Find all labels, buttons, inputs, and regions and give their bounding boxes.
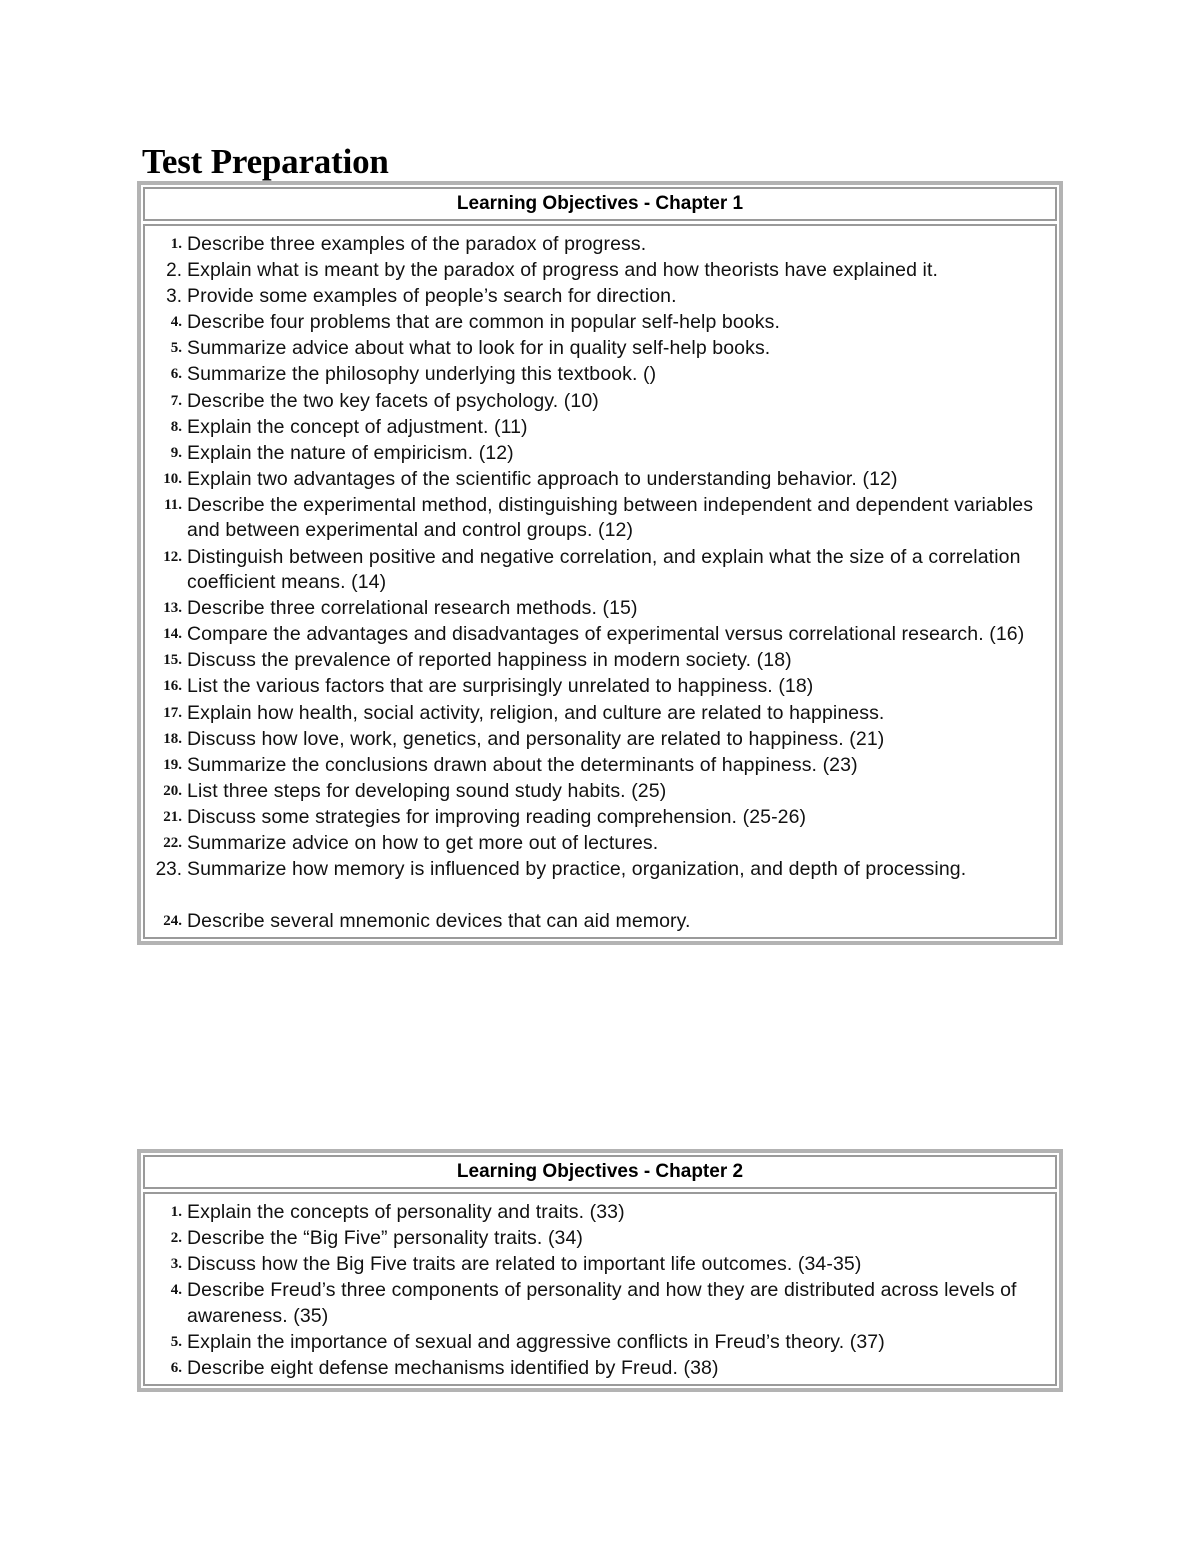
item-number: 5. xyxy=(170,340,182,357)
list-item xyxy=(155,674,1047,700)
list-item xyxy=(155,1252,1047,1278)
item-number: 1. xyxy=(170,1204,182,1220)
item-text: Describe the “Big Five” personality traits. (34) xyxy=(187,1227,584,1250)
item-number: 4. xyxy=(170,314,182,331)
learning-objectives-table-chapter-2 xyxy=(137,1149,1063,1392)
item-number: 21. xyxy=(163,808,182,825)
list-item xyxy=(155,779,1047,805)
item-number: 16. xyxy=(163,678,182,695)
item-text: Summarize the conclusions drawn about the determinants of happiness. (23) xyxy=(187,753,858,776)
list-item xyxy=(155,441,1047,467)
item-number: 12. xyxy=(163,548,182,565)
list-item xyxy=(155,805,1047,831)
list-item xyxy=(155,336,1047,362)
item-text: Explain the importance of sexual and aggressive conflicts in Freud’s theory. (37) xyxy=(187,1330,885,1353)
item-text: Summarize advice about what to look for in quality self-help books. xyxy=(187,337,771,360)
item-text: Describe the experimental method, distinguishing between independent and dependent variables and between experimental and control groups. (12) xyxy=(187,493,1034,542)
list-item xyxy=(155,831,1047,857)
list-item xyxy=(155,753,1047,779)
item-text: Describe the two key facets of psychology. (10) xyxy=(187,389,599,412)
item-number: 5. xyxy=(170,1333,182,1350)
list-item xyxy=(155,545,1047,596)
item-text: Discuss how the Big Five traits are related to important life outcomes. (34-35) xyxy=(187,1253,862,1276)
item-number: 7. xyxy=(170,392,182,409)
item-number: 4. xyxy=(170,1282,182,1299)
list-item xyxy=(155,467,1047,493)
item-text: Distinguish between positive and negative correlation, and explain what the size of a correlation coefficient means. (14) xyxy=(187,545,1021,594)
item-number: 19. xyxy=(163,756,182,773)
item-number: 14. xyxy=(163,626,182,643)
item-number: 2. xyxy=(166,260,182,282)
item-text: Summarize advice on how to get more out of lectures. xyxy=(187,831,659,854)
learning-objectives-table-chapter-1 xyxy=(137,181,1063,945)
item-number: 3. xyxy=(166,286,182,308)
list-item xyxy=(155,701,1047,727)
item-number: 20. xyxy=(163,782,182,799)
table-header: Learning Objectives - Chapter 1 xyxy=(143,187,1057,221)
table-body xyxy=(143,224,1057,939)
item-text: Describe three correlational research methods. (15) xyxy=(187,597,638,620)
item-text: Explain the nature of empiricism. (12) xyxy=(187,441,514,464)
item-text: List three steps for developing sound study habits. (25) xyxy=(187,779,667,802)
item-text: Explain how health, social activity, religion, and culture are related to happiness. xyxy=(187,701,885,724)
list-item xyxy=(155,1278,1047,1329)
list-item xyxy=(155,389,1047,415)
list-item xyxy=(155,648,1047,674)
item-number: 11. xyxy=(164,496,182,513)
item-text: List the various factors that are surprisingly unrelated to happiness. (18) xyxy=(187,675,814,698)
list-item xyxy=(155,1356,1047,1382)
item-number: 1. xyxy=(170,236,182,252)
item-number: 6. xyxy=(170,1359,182,1376)
item-text: Explain the concepts of personality and traits. (33) xyxy=(187,1201,625,1223)
list-item xyxy=(155,1226,1047,1252)
item-text: Summarize how memory is influenced by practice, organization, and depth of processing. xyxy=(187,858,967,881)
item-text: Describe several mnemonic devices that can aid memory. xyxy=(187,909,691,932)
item-text: Compare the advantages and disadvantages of experimental versus correlational research. (16) xyxy=(187,623,1025,646)
item-text: Describe four problems that are common in popular self-help books. xyxy=(187,311,780,334)
list-item xyxy=(155,284,1047,310)
item-text: Describe Freud’s three components of personality and how they are distributed across levels of awareness. (35) xyxy=(187,1279,1017,1327)
objectives-list xyxy=(155,232,1047,934)
item-text: Discuss the prevalence of reported happiness in modern society. (18) xyxy=(187,649,792,672)
item-number: 6. xyxy=(170,366,182,383)
item-number: 24. xyxy=(163,912,182,929)
list-item xyxy=(155,622,1047,648)
page-title: Test Preparation xyxy=(142,142,389,181)
list-item xyxy=(155,857,1047,883)
item-text: Describe three examples of the paradox of progress. xyxy=(187,233,647,255)
item-number: 23. xyxy=(155,859,182,881)
list-item xyxy=(155,909,1047,935)
item-number: 15. xyxy=(163,652,182,669)
item-text: Explain what is meant by the paradox of progress and how theorists have explained it. xyxy=(187,259,939,282)
table-header: Learning Objectives - Chapter 2 xyxy=(143,1155,1057,1189)
list-item xyxy=(155,493,1047,544)
list-item xyxy=(155,415,1047,441)
list-item xyxy=(155,362,1047,388)
item-text: Describe eight defense mechanisms identified by Freud. (38) xyxy=(187,1356,719,1379)
list-item xyxy=(155,1200,1047,1226)
item-number: 13. xyxy=(163,600,182,617)
item-number: 9. xyxy=(170,444,182,461)
item-text: Explain the concept of adjustment. (11) xyxy=(187,415,528,438)
item-number: 18. xyxy=(163,730,182,747)
item-number: 8. xyxy=(170,418,182,435)
item-number: 2. xyxy=(170,1230,182,1247)
objectives-list xyxy=(155,1200,1047,1381)
item-text: Provide some examples of people’s search for direction. xyxy=(187,285,677,308)
list-item xyxy=(155,727,1047,753)
list-item xyxy=(155,232,1047,258)
item-text: Discuss how love, work, genetics, and personality are related to happiness. (21) xyxy=(187,727,885,750)
item-number: 3. xyxy=(170,1256,182,1273)
list-item xyxy=(155,258,1047,284)
item-text: Explain two advantages of the scientific approach to understanding behavior. (12) xyxy=(187,467,898,490)
list-item xyxy=(155,596,1047,622)
item-number: 17. xyxy=(163,704,182,721)
item-number: 10. xyxy=(163,470,182,487)
list-item xyxy=(155,310,1047,336)
table-body xyxy=(143,1192,1057,1386)
list-item xyxy=(155,1330,1047,1356)
item-text: Summarize the philosophy underlying this textbook. () xyxy=(187,363,657,386)
item-text: Discuss some strategies for improving reading comprehension. (25-26) xyxy=(187,805,807,828)
item-number: 22. xyxy=(163,834,182,851)
